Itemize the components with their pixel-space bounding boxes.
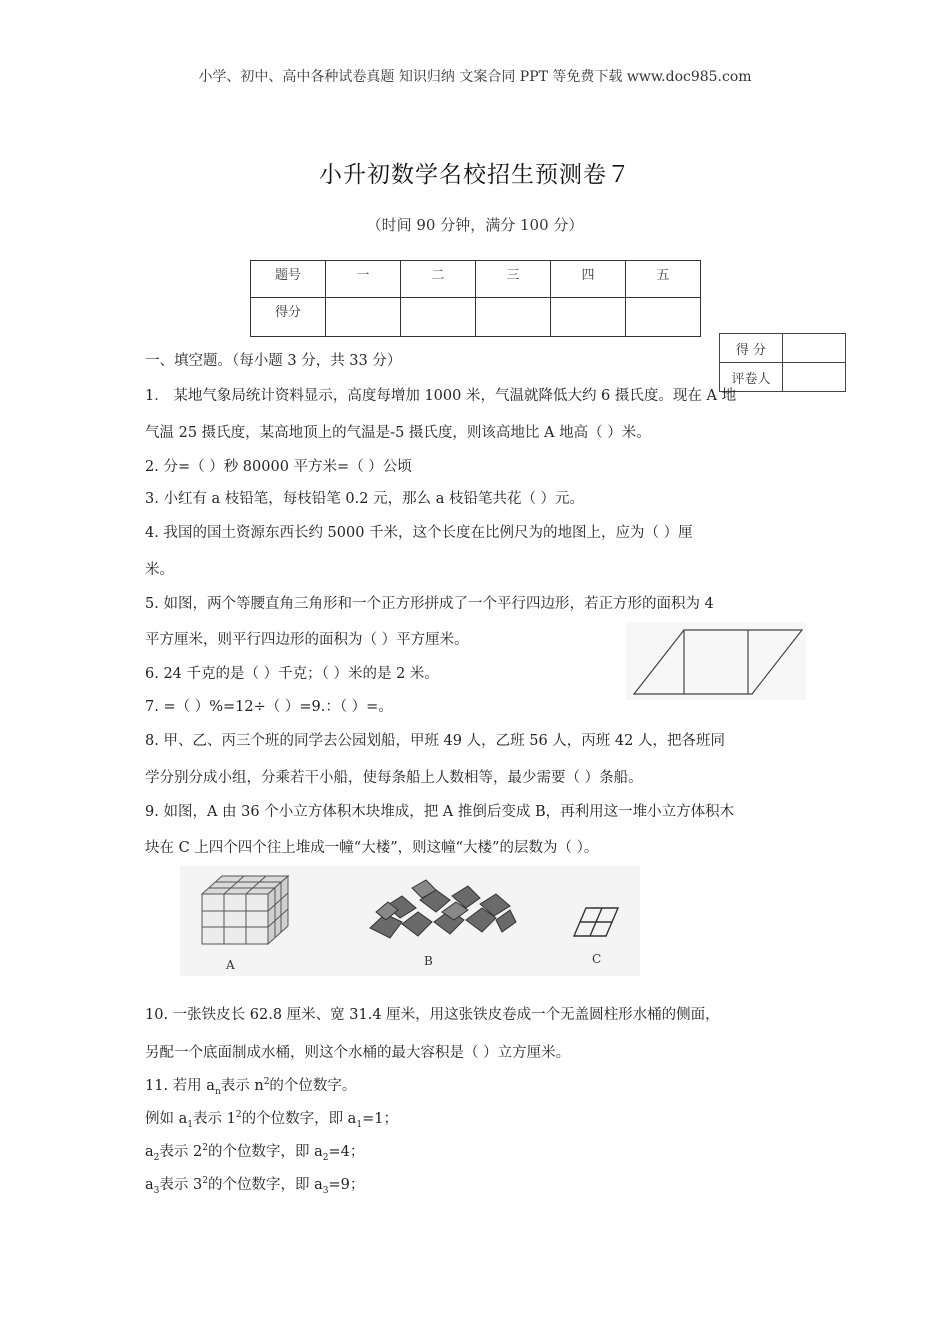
score-table-col-5: 五 [626,261,701,298]
question-1-line-1: 1． 某地气象局统计资料显示，高度每增加 1000 米，气温就降低大约 6 摄氏度。现在 A 地 [145,388,737,404]
cube-figures [180,866,640,976]
parallelogram-figure [626,622,806,700]
question-11 [145,1074,356,1097]
q11-sub: n [214,1086,221,1097]
ex3-text-b: 表示 3 [159,1177,203,1193]
ex1-text-c: 的个位数字，即 a [241,1111,357,1127]
grader-score-cell[interactable] [783,334,846,363]
question-7: 7. =（ ）%=12÷（ ）=9.：（ ）=。 [145,699,393,715]
q11-text-3: 的个位数字。 [269,1078,357,1094]
ex1-text-a: 例如 a [145,1111,188,1127]
question-10-line-1: 10. 一张铁皮长 62.8 厘米、宽 31.4 厘米，用这张铁皮卷成一个无盖圆柱形水桶的侧面， [145,1007,720,1023]
question-5-line-1: 5. 如图，两个等腰直角三角形和一个正方形拼成了一个平行四边形，若正方形的面积为 4 [145,596,714,612]
ex2-text-c: 的个位数字，即 a [207,1144,323,1160]
ex3-sub: 3 [153,1185,160,1196]
question-2: 2. 分=（ ）秒 80000 平方米=（ ）公顷 [145,459,412,475]
ex3-text-a: a [145,1177,154,1193]
ex2-text-a: a [145,1144,154,1160]
grader-box [719,333,846,392]
ex3-sub2: 3 [322,1185,329,1196]
question-10-line-2: 另配一个底面制成水桶，则这个水桶的最大容积是（ ）立方厘米。 [145,1045,571,1061]
ex1-text-d: =1； [362,1111,398,1127]
q11-text-1: 11. 若用 a [145,1078,215,1094]
question-8-line-2: 学分别分成小组，分乘若干小船，使每条船上人数相等，最少需要（ ）条船。 [145,770,643,786]
q11-sup: 2 [263,1077,270,1088]
figure-label-b: B [424,954,433,968]
ex3-text-c: 的个位数字，即 a [207,1177,323,1193]
example-1 [145,1107,398,1130]
score-table-header-label: 题号 [251,261,326,298]
page-title: 小升初数学名校招生预测卷７ [319,162,631,188]
score-table-col-3: 三 [476,261,551,298]
grader-name-label: 评卷人 [720,363,783,392]
page-subtitle: （时间 90 分钟，满分 100 分） [366,216,584,234]
ex2-sub2: 2 [322,1152,329,1163]
ex1-sub: 1 [187,1119,193,1130]
example-2 [145,1140,364,1163]
score-table-col-2: 二 [401,261,476,298]
question-9-line-1: 9. 如图，A 由 36 个小立方体积木块堆成，把 A 推倒后变成 B，再利用这一堆小立方体积木 [145,804,735,820]
score-cell-2[interactable] [401,298,476,337]
score-cell-4[interactable] [551,298,626,337]
question-1-line-2: 气温 25 摄氏度，某高地顶上的气温是-5 摄氏度，则该高地比 A 地高（ ）米。 [145,425,651,441]
figure-label-a: A [226,958,235,972]
question-9-line-2: 块在 C 上四个四个往上堆成一幢“大楼”，则这幢“大楼”的层数为（ ）。 [145,840,599,856]
question-8-line-1: 8. 甲、乙、丙三个班的同学去公园划船，甲班 49 人，乙班 56 人，丙班 42 人，把各班同 [145,733,725,749]
score-table-col-4: 四 [551,261,626,298]
ex1-sup: 2 [235,1110,242,1121]
ex2-sup: 2 [202,1143,208,1154]
q11-text-2: 表示 n [220,1078,264,1094]
score-table-score-label: 得分 [251,298,326,337]
ex1-text-b: 表示 1 [193,1111,236,1127]
question-3: 3. 小红有 a 枝铅笔，每枝铅笔 0.2 元，那么 a 枝铅笔共花（ ）元。 [145,491,585,507]
section1-heading: 一、填空题。（每小题 3 分，共 33 分） [145,353,402,369]
question-6: 6. 24 千克的是（ ）千克；（ ）米的是 2 米。 [145,666,439,682]
ex2-sub: 2 [153,1152,160,1163]
question-4-line-2: 米。 [145,562,174,578]
ex3-sup: 2 [202,1176,208,1187]
grader-score-label: 得 分 [720,334,783,363]
ex1-sub2: 1 [356,1119,363,1130]
example-3 [145,1173,364,1196]
question-5-line-2: 平方厘米，则平行四边形的面积为（ ）平方厘米。 [145,632,469,648]
score-table [250,260,701,337]
score-table-col-1: 一 [326,261,401,298]
question-4-line-1: 4. 我国的国土资源东西长约 5000 千米，这个长度在比例尺为的地图上，应为（ ）厘 [145,525,693,541]
figure-label-c: C [592,952,602,966]
score-cell-1[interactable] [326,298,401,337]
score-cell-3[interactable] [476,298,551,337]
ex3-text-d: =9； [328,1177,365,1193]
cube-a-drawing [202,876,288,944]
score-cell-5[interactable] [626,298,701,337]
ex2-text-d: =4； [328,1144,365,1160]
grader-name-cell[interactable] [783,363,846,392]
ex2-text-b: 表示 2 [159,1144,203,1160]
page-header: 小学、初中、高中各种试卷真题 知识归纳 文案合同 PPT 等免费下载 www.doc985.com [198,69,752,85]
